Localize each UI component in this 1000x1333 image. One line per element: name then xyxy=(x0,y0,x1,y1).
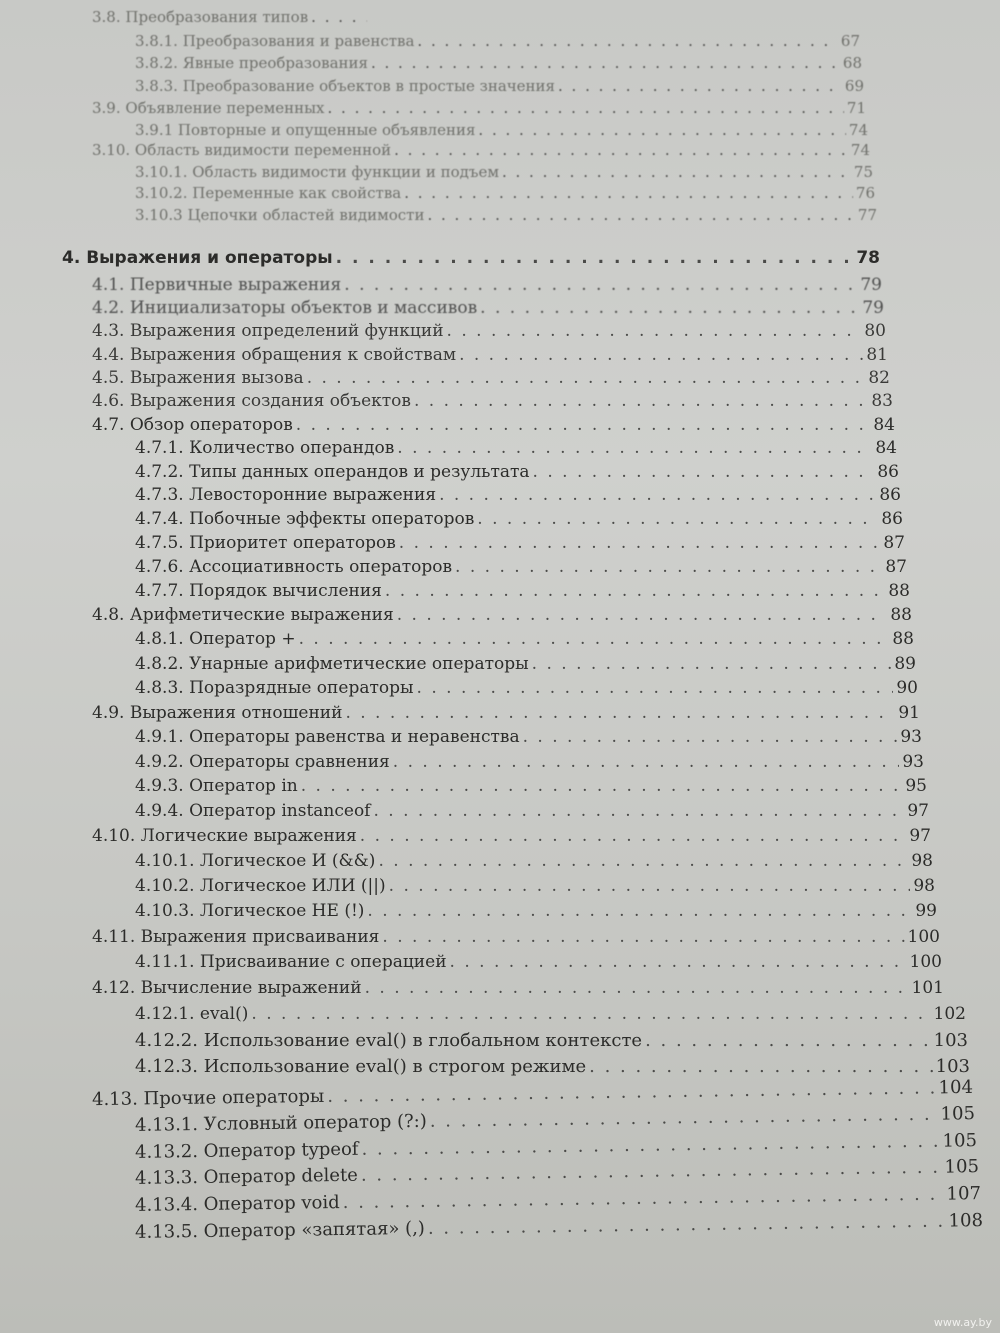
toc-entry-page: 104 xyxy=(938,1076,974,1099)
toc-entry-title: 4.8.2. Унарные арифметические операторы xyxy=(135,654,529,674)
toc-entry-page: 108 xyxy=(948,1210,984,1232)
toc-entry xyxy=(135,206,877,224)
toc-entry xyxy=(135,77,864,95)
toc-entry-page: 80 xyxy=(864,321,886,341)
toc-entry xyxy=(92,978,944,998)
toc-leader-dots xyxy=(430,1104,938,1132)
toc-leader-dots xyxy=(393,752,900,772)
toc-entry-title: 4.10.3. Логическое НЕ (!) xyxy=(135,901,365,921)
toc-entry-title: 4.13.5. Оператор «запятая» (,) xyxy=(134,1217,426,1243)
toc-entry-title: 3.9. Объявление переменных xyxy=(92,99,325,117)
toc-entry xyxy=(92,8,370,26)
toc-leader-dots xyxy=(523,727,898,747)
toc-entry-page: 95 xyxy=(905,776,927,796)
toc-leader-dots xyxy=(394,141,848,159)
toc-entry-title: 4.10.2. Логическое ИЛИ (||) xyxy=(135,876,386,896)
toc-entry-title: 4.10. Логические выражения xyxy=(92,826,357,846)
toc-leader-dots xyxy=(502,163,851,181)
toc-entry xyxy=(92,275,882,295)
toc-entry-title: 4.13.1. Условный оператор (?:) xyxy=(134,1110,427,1136)
toc-entry xyxy=(62,248,880,268)
watermark-text: www.ay.by xyxy=(933,1316,992,1329)
toc-entry-page: 88 xyxy=(888,581,910,601)
toc-entry-title: 4.3. Выражения определений функций xyxy=(92,321,444,341)
toc-entry-title: 3.8.2. Явные преобразования xyxy=(135,54,368,72)
toc-entry-title: 4.7. Обзор операторов xyxy=(92,415,293,435)
toc-entry-page: 81 xyxy=(866,345,888,365)
toc-leader-dots xyxy=(450,952,907,972)
toc-leader-dots xyxy=(447,321,862,341)
toc-leader-dots xyxy=(645,1030,931,1051)
toc-entry-title: 4.12.3. Использование eval() в строгом режиме xyxy=(135,1056,587,1077)
toc-leader-dots xyxy=(533,462,875,482)
toc-entry-title: 4.13.3. Оператор delete xyxy=(134,1164,359,1189)
toc-entry-page: 83 xyxy=(871,391,893,411)
toc-entry-title: 4.11. Выражения присваивания xyxy=(92,927,380,947)
toc-entry xyxy=(135,952,942,972)
toc-entry-page: 84 xyxy=(875,438,897,458)
toc-leader-dots xyxy=(311,8,367,26)
toc-entry-page: 87 xyxy=(885,557,907,577)
toc-leader-dots xyxy=(296,415,871,435)
toc-entry-page: 100 xyxy=(909,952,942,972)
toc-entry-title: 4.12.1. eval() xyxy=(135,1004,249,1024)
toc-leader-dots xyxy=(299,629,890,649)
toc-entry xyxy=(135,727,922,747)
toc-entry-page: 71 xyxy=(846,99,866,117)
toc-entry xyxy=(135,462,899,482)
toc-entry xyxy=(135,678,918,698)
toc-leader-dots xyxy=(344,275,857,295)
toc-leader-dots xyxy=(427,206,854,224)
toc-leader-dots xyxy=(399,533,881,553)
toc-entry xyxy=(135,438,897,458)
toc-entry-title: 4. Выражения и операторы xyxy=(62,248,333,268)
toc-leader-dots xyxy=(477,509,878,529)
toc-entry-title: 4.13. Прочие операторы xyxy=(91,1085,325,1111)
toc-leader-dots xyxy=(459,345,863,365)
toc-entry-page: 101 xyxy=(911,978,944,998)
toc-entry-title: 4.6. Выражения создания объектов xyxy=(92,391,411,411)
toc-entry xyxy=(135,557,907,577)
toc-leader-dots xyxy=(378,851,908,871)
toc-entry-page: 78 xyxy=(856,248,880,268)
toc-entry-title: 4.11.1. Присваивание с операцией xyxy=(135,952,447,972)
toc-entry-page: 87 xyxy=(883,533,905,553)
toc-leader-dots xyxy=(371,54,840,72)
toc-entry-page: 79 xyxy=(862,298,884,318)
toc-leader-dots xyxy=(589,1056,933,1077)
toc-entry-page: 98 xyxy=(913,876,935,896)
toc-entry-page: 107 xyxy=(946,1183,982,1205)
toc-entry-page: 88 xyxy=(890,605,912,625)
toc-entry-page: 103 xyxy=(933,1030,968,1051)
toc-entry-page: 67 xyxy=(840,32,860,50)
toc-entry xyxy=(135,1030,968,1051)
toc-entry-title: 4.13.2. Оператор typeof xyxy=(134,1138,359,1163)
toc-leader-dots xyxy=(365,978,909,998)
toc-entry-page: 105 xyxy=(944,1156,980,1178)
toc-leader-dots xyxy=(558,77,842,95)
toc-leader-dots xyxy=(397,605,888,625)
toc-entry xyxy=(135,654,916,674)
toc-leader-dots xyxy=(385,581,885,601)
toc-entry xyxy=(135,32,860,50)
toc-entry-title: 3.10.3 Цепочки областей видимости xyxy=(135,206,425,224)
toc-entry-title: 4.9.1. Операторы равенства и неравенства xyxy=(135,727,520,747)
toc-entry xyxy=(92,345,888,365)
toc-entry-title: 4.10.1. Логическое И (&&) xyxy=(135,851,376,871)
toc-entry-page: 99 xyxy=(915,901,937,921)
toc-leader-dots xyxy=(397,438,872,458)
toc-entry-page: 76 xyxy=(855,184,875,202)
toc-leader-dots xyxy=(439,485,876,505)
toc-entry-title: 4.9. Выражения отношений xyxy=(92,703,343,723)
toc-entry-page: 75 xyxy=(853,163,873,181)
toc-entry-title: 3.10.1. Область видимости функции и подъем xyxy=(135,163,499,181)
toc-entry-page: 74 xyxy=(850,141,870,159)
toc-leader-dots xyxy=(307,368,866,388)
toc-entry xyxy=(135,776,927,796)
toc-entry-title: 4.7.2. Типы данных операндов и результата xyxy=(135,462,530,482)
toc-leader-dots xyxy=(373,801,904,821)
toc-leader-dots xyxy=(428,1211,946,1239)
toc-leader-dots xyxy=(327,1077,936,1106)
toc-entry-page: 105 xyxy=(940,1103,976,1125)
toc-entry-page: 103 xyxy=(935,1056,970,1077)
toc-entry-page: 91 xyxy=(898,703,920,723)
toc-entry-page: 88 xyxy=(892,629,914,649)
toc-entry-title: 4.12. Вычисление выражений xyxy=(92,978,362,998)
toc-entry-page: 86 xyxy=(879,485,901,505)
toc-entry xyxy=(92,321,886,341)
toc-entry xyxy=(135,851,933,871)
toc-leader-dots xyxy=(367,901,912,921)
toc-entry-page: 93 xyxy=(900,727,922,747)
toc-entry-page: 98 xyxy=(911,851,933,871)
toc-entry-page: 93 xyxy=(902,752,924,772)
toc-entry xyxy=(92,391,893,411)
toc-entry-title: 4.7.4. Побочные эффекты операторов xyxy=(135,509,475,529)
toc-leader-dots xyxy=(404,184,853,202)
toc-leader-dots xyxy=(361,1157,942,1186)
toc-entry-title: 4.7.5. Приоритет операторов xyxy=(135,533,396,553)
toc-entry xyxy=(135,485,901,505)
toc-entry-title: 3.10. Область видимости переменной xyxy=(92,141,392,159)
toc-entry-title: 4.7.3. Левосторонние выражения xyxy=(135,485,437,505)
toc-entry-page: 97 xyxy=(907,801,929,821)
toc-entry-title: 4.4. Выражения обращения к свойствам xyxy=(92,345,457,365)
toc-leader-dots xyxy=(480,298,859,318)
toc-entry-title: 4.12.2. Использование eval() в глобальном контексте xyxy=(135,1030,643,1051)
toc-entry-title: 3.9.1 Повторные и опущенные объявления xyxy=(135,121,476,139)
toc-entry-page: 79 xyxy=(860,275,882,295)
toc-entry xyxy=(135,1056,970,1077)
toc-leader-dots xyxy=(417,678,894,698)
toc-entry-title: 3.8.1. Преобразования и равенства xyxy=(135,32,415,50)
toc-entry-title: 4.8. Арифметические выражения xyxy=(92,605,394,625)
toc-entry xyxy=(135,1004,966,1024)
toc-leader-dots xyxy=(455,557,882,577)
toc-entry-page: 86 xyxy=(877,462,899,482)
toc-entry xyxy=(92,141,870,159)
toc-entry xyxy=(92,605,912,625)
toc-entry xyxy=(135,121,868,139)
toc-entry xyxy=(135,581,910,601)
toc-entry-title: 3.8. Преобразования типов xyxy=(92,8,309,26)
toc-entry-page: 77 xyxy=(857,206,877,224)
toc-entry-title: 4.9.4. Оператор instanceof xyxy=(135,801,371,821)
toc-leader-dots xyxy=(382,927,904,947)
toc-entry-title: 4.8.3. Поразрядные операторы xyxy=(135,678,414,698)
toc-entry-title: 4.5. Выражения вызова xyxy=(92,368,304,388)
toc-entry-title: 4.1. Первичные выражения xyxy=(92,275,342,295)
toc-entry-page: 84 xyxy=(873,415,895,435)
toc-leader-dots xyxy=(343,1184,944,1213)
toc-leader-dots xyxy=(478,121,846,139)
toc-entry xyxy=(92,703,920,723)
toc-entry xyxy=(135,629,914,649)
toc-entry xyxy=(92,927,940,947)
toc-leader-dots xyxy=(336,248,854,268)
toc-entry-page: 90 xyxy=(896,678,918,698)
toc-entry-page: 102 xyxy=(933,1004,966,1024)
toc-leader-dots xyxy=(328,99,844,117)
toc-entry xyxy=(135,801,929,821)
toc-entry-title: 4.7.7. Порядок вычисления xyxy=(135,581,382,601)
toc-entry-title: 4.13.4. Оператор void xyxy=(134,1192,340,1216)
toc-leader-dots xyxy=(360,826,907,846)
toc-entry xyxy=(135,1210,983,1243)
toc-entry-page: 97 xyxy=(909,826,931,846)
toc-entry xyxy=(135,509,903,529)
toc-entry xyxy=(92,415,895,435)
toc-leader-dots xyxy=(301,776,903,796)
toc-entry xyxy=(92,826,931,846)
toc-entry-page: 86 xyxy=(881,509,903,529)
toc-entry xyxy=(135,163,873,181)
toc-entry xyxy=(135,54,862,72)
toc-entry-title: 3.8.3. Преобразование объектов в простые значения xyxy=(135,77,556,95)
toc-entry-page: 100 xyxy=(907,927,940,947)
toc-entry-title: 4.9.3. Оператор in xyxy=(135,776,298,796)
toc-entry-page: 74 xyxy=(848,121,868,139)
toc-entry-title: 4.9.2. Операторы сравнения xyxy=(135,752,390,772)
toc-entry xyxy=(135,901,937,921)
toc-entry xyxy=(92,298,884,318)
toc-entry-title: 3.10.2. Переменные как свойства xyxy=(135,184,402,202)
toc-entry-page: 82 xyxy=(868,368,890,388)
toc-entry xyxy=(135,752,924,772)
toc-entry-page: 69 xyxy=(844,77,864,95)
toc-leader-dots xyxy=(417,32,837,50)
toc-entry xyxy=(92,368,890,388)
toc-leader-dots xyxy=(251,1004,930,1024)
toc-leader-dots xyxy=(532,654,892,674)
toc-entry-title: 4.8.1. Оператор + xyxy=(135,629,296,649)
toc-entry-page: 105 xyxy=(942,1130,978,1152)
toc-entry xyxy=(135,533,905,553)
toc-entry-title: 4.2. Инициализаторы объектов и массивов xyxy=(92,298,478,318)
toc-leader-dots xyxy=(414,391,868,411)
toc-leader-dots xyxy=(345,703,895,723)
toc-entry-title: 4.7.6. Ассоциативность операторов xyxy=(135,557,453,577)
toc-leader-dots xyxy=(389,876,911,896)
toc-entry-title: 4.7.1. Количество операндов xyxy=(135,438,395,458)
toc-leader-dots xyxy=(361,1131,939,1160)
toc-entry-page: 89 xyxy=(894,654,916,674)
toc-entry xyxy=(135,876,935,896)
toc-entry xyxy=(135,184,875,202)
toc-entry xyxy=(92,99,866,117)
toc-entry-page: 68 xyxy=(842,54,862,72)
